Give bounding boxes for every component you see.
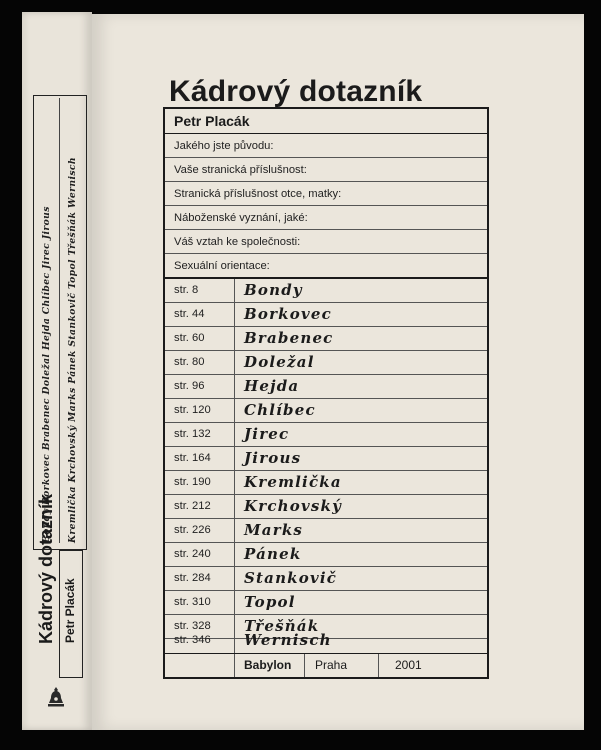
chapter-row [165, 471, 487, 495]
chapter-name: Třešňák [244, 617, 320, 635]
publisher-city: Praha [305, 654, 379, 677]
questionnaire-form [163, 107, 489, 679]
chapter-row [165, 279, 487, 303]
spine-title: Kádrový dotazník [36, 493, 56, 644]
chapter-row [165, 399, 487, 423]
chapter-name: Jirec [244, 425, 290, 443]
publisher-name: Babylon [235, 654, 305, 677]
chapter-row [165, 303, 487, 327]
chapter-name: Krchovský [244, 497, 343, 515]
chapter-name: Borkovec [244, 305, 332, 323]
chapter-row [165, 375, 487, 399]
chapter-page: str. 212 [165, 495, 235, 518]
chapter-page: str. 346 [165, 629, 235, 653]
spine-names-row: Kremlička Krchovský Marks Pánek Stankovič Topol Třešňák Wernisch [59, 98, 85, 543]
chapter-page: str. 164 [165, 447, 235, 470]
question-row: Sexuální orientace: [165, 254, 487, 279]
chapter-name: Marks [244, 521, 304, 539]
spine-names-row: Bondy Borkovec Brabenec Doležal Hejda Chlíbec Jirec Jirous [41, 206, 52, 543]
chapter-name: Jirous [244, 449, 302, 467]
chapter-row [165, 519, 487, 543]
chapter-name: Hejda [244, 377, 300, 395]
chapter-name: Wernisch [244, 631, 332, 649]
chapter-page: str. 96 [165, 375, 235, 398]
chapter-name: Bondy [244, 281, 303, 299]
chapter-row [165, 351, 487, 375]
book-spine [22, 12, 92, 730]
question-row: Váš vztah ke společnosti: [165, 230, 487, 254]
question-row: Jakého jste původu: [165, 134, 487, 158]
chapter-page: str. 44 [165, 303, 235, 326]
footer-empty-cell [165, 654, 235, 677]
publisher-footer [165, 653, 487, 677]
bell-logo-icon [46, 685, 66, 709]
question-row: Stranická příslušnost otce, matky: [165, 182, 487, 206]
chapter-page: str. 190 [165, 471, 235, 494]
spine-names-box [33, 95, 87, 550]
chapter-name: Chlíbec [244, 401, 316, 419]
chapter-name: Pánek [244, 545, 302, 563]
chapter-page: str. 120 [165, 399, 235, 422]
spine-text-block [31, 88, 83, 678]
chapter-row [165, 327, 487, 351]
chapter-page: str. 284 [165, 567, 235, 590]
chapter-row [165, 543, 487, 567]
chapter-page: str. 8 [165, 279, 235, 302]
question-row: Vaše stranická příslušnost: [165, 158, 487, 182]
chapter-name: Brabenec [244, 329, 334, 347]
chapter-row [165, 629, 487, 653]
question-row: Náboženské vyznání, jaké: [165, 206, 487, 230]
chapter-row [165, 423, 487, 447]
cover-title: Kádrový dotazník [169, 75, 423, 108]
spine-author: Petr Placák [59, 550, 83, 678]
chapter-row [165, 591, 487, 615]
chapter-page: str. 310 [165, 591, 235, 614]
chapter-row [165, 567, 487, 591]
chapter-page: str. 226 [165, 519, 235, 542]
front-cover [92, 14, 584, 730]
chapter-page: str. 132 [165, 423, 235, 446]
chapter-page: str. 80 [165, 351, 235, 374]
chapter-name: Doležal [244, 353, 315, 371]
chapter-row [165, 495, 487, 519]
chapter-page: str. 328 [165, 615, 235, 638]
chapter-name: Topol [244, 593, 296, 611]
cover-author: Petr Placák [165, 109, 487, 134]
chapter-name: Stankovič [244, 569, 338, 587]
publication-year: 2001 [395, 658, 422, 672]
chapter-page: str. 60 [165, 327, 235, 350]
chapter-name: Kremlička [244, 473, 342, 491]
chapter-page: str. 240 [165, 543, 235, 566]
chapter-row [165, 447, 487, 471]
